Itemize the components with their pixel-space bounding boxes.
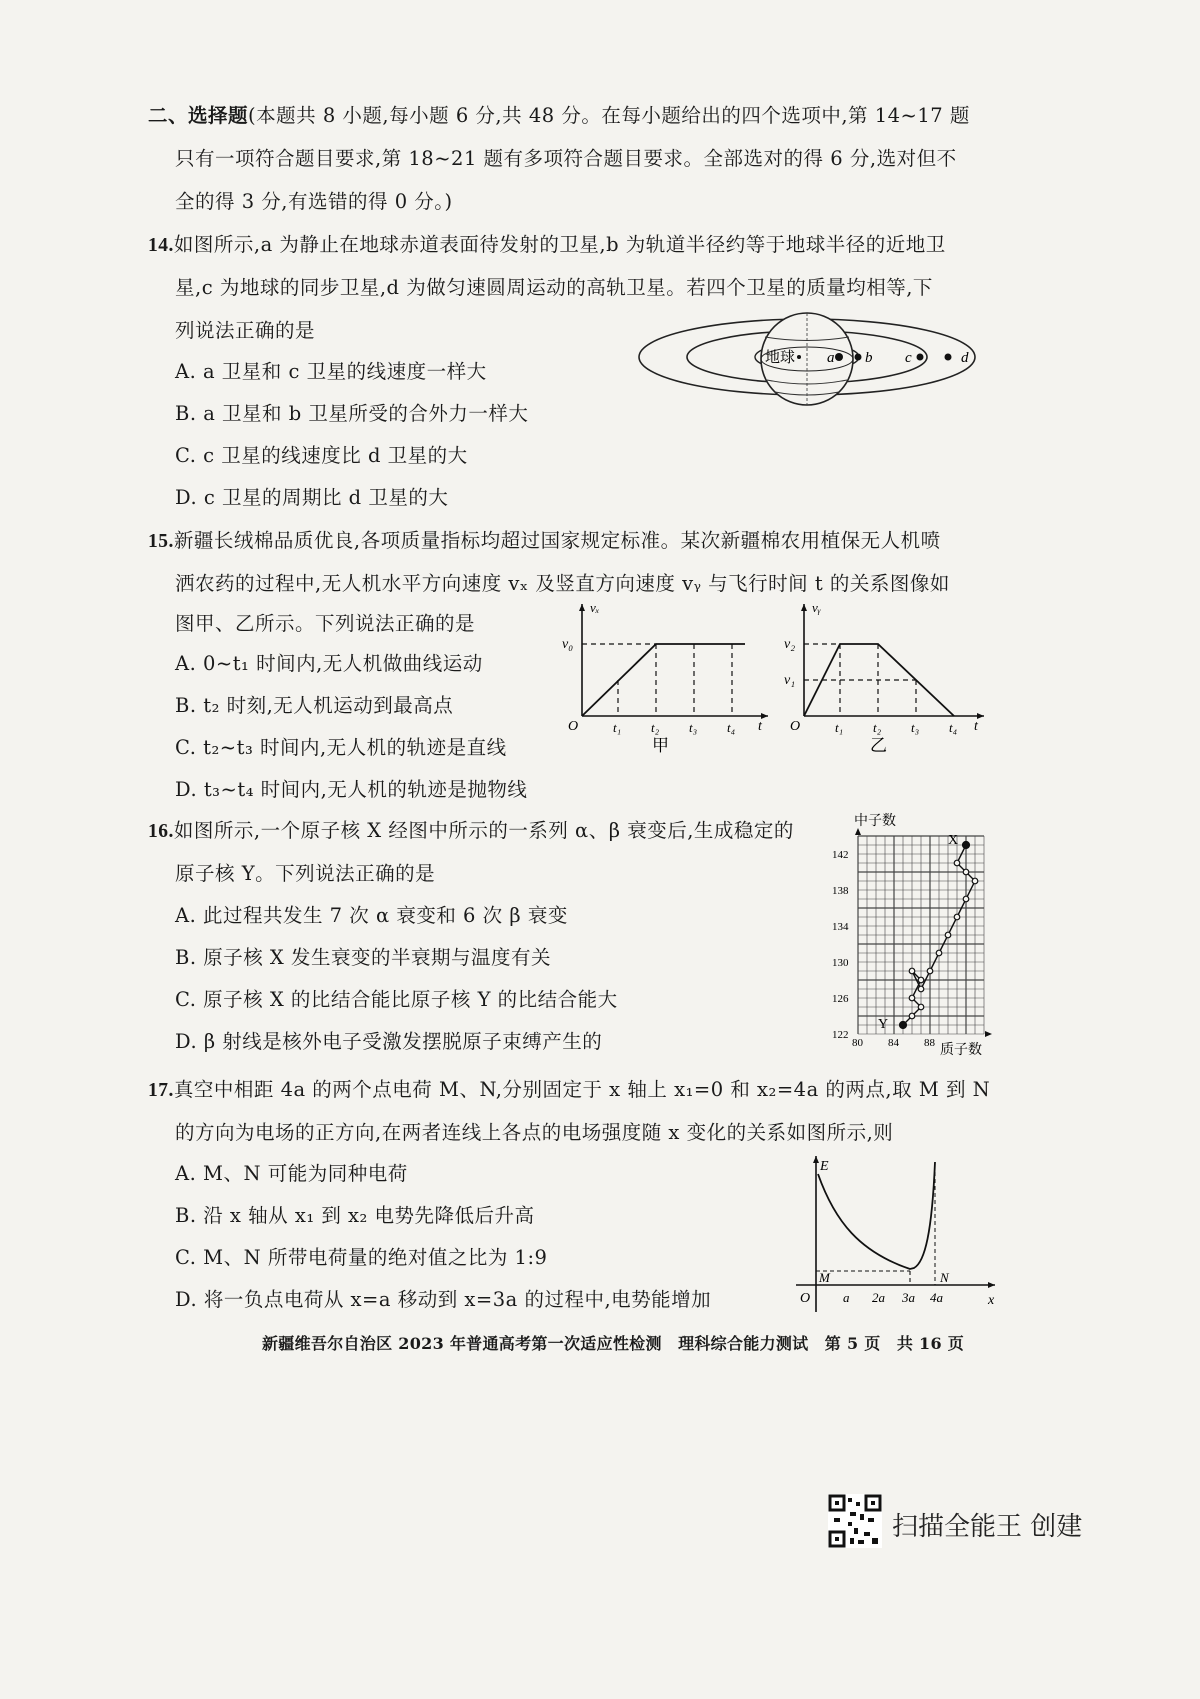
q17-option-c[interactable]: C. M、N 所带电荷量的绝对值之比为 1:9 — [175, 1246, 548, 1269]
q15-graph-yi — [782, 598, 992, 758]
q16-number: 16. — [148, 821, 174, 842]
jia-ytick-v0: v₀ — [562, 637, 574, 652]
jia-xtick-t4: t₄ — [727, 720, 736, 735]
yi-ytick-v1: v₁ — [784, 673, 796, 688]
section-instruction-1: (本题共 8 小题,每小题 6 分,共 48 分。在每小题给出的四个选项中,第 14~17 题 — [248, 104, 970, 127]
satellite-b-label: b — [865, 350, 873, 366]
q16-decay-graph — [828, 810, 998, 1060]
q17-stem-line1 — [148, 1074, 990, 1102]
q14-stem-1: 如图所示,a 为静止在地球赤道表面待发射的卫星,b 为轨道半径约等于地球半径的近地卫 — [173, 233, 946, 256]
jia-xtick-t1: t₁ — [613, 720, 622, 735]
q14-option-c[interactable]: C. c 卫星的线速度比 d 卫星的大 — [175, 444, 468, 467]
decay-step-point — [954, 860, 960, 866]
jia-xtick-t3: t₃ — [689, 720, 698, 735]
decay-xtick-84: 84 — [888, 1037, 899, 1049]
q15-stem-1: 新疆长绒棉品质优良,各项质量指标均超过国家规定标准。某次新疆棉农用植保无人机喷 — [173, 529, 941, 552]
q15-option-a[interactable]: A. 0~t₁ 时间内,无人机做曲线运动 — [175, 652, 483, 675]
q15-stem-line2: 洒农药的过程中,无人机水平方向速度 vₓ 及竖直方向速度 vᵧ 与飞行时间 t 的关系图像如 — [175, 572, 950, 595]
yi-xtick-t4: t₄ — [949, 720, 958, 735]
decay-step-point — [909, 995, 915, 1001]
section-instruction-3: 全的得 3 分,有选错的得 0 分。) — [175, 190, 453, 213]
jia-xlabel: t — [758, 719, 762, 734]
page-footer: 新疆维吾尔自治区 2023 年普通高考第一次适应性检测 理科综合能力测试 第 5 页 共 16 页 — [262, 1334, 965, 1353]
decay-step-point — [936, 950, 942, 956]
yi-xlabel: t — [974, 719, 978, 734]
decay-end-label: Y — [878, 1017, 889, 1032]
decay-xlabel: 质子数 — [940, 1043, 982, 1058]
q16-stem-line1 — [148, 815, 794, 843]
q16-option-b[interactable]: B. 原子核 X 发生衰变的半衰期与温度有关 — [175, 946, 552, 969]
q14-stem-line3: 列说法正确的是 — [175, 319, 316, 342]
q16-stem-line2: 原子核 Y。下列说法正确的是 — [175, 862, 436, 885]
field-origin: O — [800, 1291, 811, 1306]
q16-option-a[interactable]: A. 此过程共发生 7 次 α 衰变和 6 次 β 衰变 — [175, 904, 568, 927]
decay-ytick-138: 138 — [832, 885, 849, 897]
q15-option-b[interactable]: B. t₂ 时刻,无人机运动到最高点 — [175, 694, 454, 717]
jia-vx-curve — [582, 644, 745, 716]
q16-option-d[interactable]: D. β 射线是核外电子受激发摆脱原子束缚产生的 — [175, 1030, 603, 1053]
satellite-c-label: c — [905, 350, 912, 366]
q14-stem-line2: 星,c 为地球的同步卫星,d 为做匀速圆周运动的高轨卫星。若四个卫星的质量均相等,下 — [175, 276, 933, 299]
satellite-b-dot — [855, 354, 862, 361]
decay-xtick-80: 80 — [852, 1037, 863, 1049]
satellite-d-dot — [945, 354, 952, 361]
decay-ytick-126: 126 — [832, 993, 849, 1005]
decay-xtick-88: 88 — [924, 1037, 935, 1049]
decay-ylabel: 中子数 — [854, 814, 896, 829]
decay-step-point — [963, 869, 969, 875]
q17-stem-line2: 的方向为电场的正方向,在两者连线上各点的电场强度随 x 变化的关系如图所示,则 — [175, 1121, 894, 1144]
decay-step-point — [909, 968, 915, 974]
field-ylabel: E — [820, 1159, 829, 1174]
q17-field-graph — [790, 1152, 1000, 1317]
q16-stem-1: 如图所示,一个原子核 X 经图中所示的一系列 α、β 衰变后,生成稳定的 — [173, 819, 794, 842]
yi-ytick-v2: v₂ — [784, 637, 796, 652]
satellite-c-dot — [917, 354, 924, 361]
q17-option-b[interactable]: B. 沿 x 轴从 x₁ 到 x₂ 电势先降低后升高 — [175, 1204, 535, 1227]
qr-code-icon — [828, 1494, 882, 1548]
decay-ytick-134: 134 — [832, 921, 849, 933]
yi-xtick-t3: t₃ — [911, 720, 920, 735]
yi-xtick-t2: t₂ — [873, 720, 882, 735]
decay-step-point — [918, 1004, 924, 1010]
field-xtick-a: a — [843, 1290, 850, 1305]
decay-step-point — [918, 977, 924, 983]
section-title: 二、选择题 — [148, 104, 249, 127]
yi-xtick-t1: t₁ — [835, 720, 844, 735]
q17-option-d[interactable]: D. 将一负点电荷从 x=a 移动到 x=3a 的过程中,电势能增加 — [175, 1288, 712, 1311]
decay-step-point — [945, 932, 951, 938]
decay-step-point — [909, 1013, 915, 1019]
yi-ylabel: vᵧ — [812, 600, 821, 615]
satellite-a-dot — [835, 353, 843, 361]
field-xtick-4a: 4a — [930, 1290, 943, 1305]
q15-stem-line3: 图甲、乙所示。下列说法正确的是 — [175, 612, 476, 635]
decay-ytick-130: 130 — [832, 957, 849, 969]
decay-start-label: X — [948, 833, 959, 848]
q15-option-d[interactable]: D. t₃~t₄ 时间内,无人机的轨迹是抛物线 — [175, 778, 528, 801]
jia-origin: O — [568, 719, 579, 734]
satellite-d-label: d — [961, 350, 969, 366]
q14-stem-line1 — [148, 229, 946, 257]
jia-ylabel: vₓ — [590, 600, 600, 615]
decay-step-point — [918, 986, 924, 992]
q17-option-a[interactable]: A. M、N 可能为同种电荷 — [175, 1162, 408, 1185]
decay-ytick-142: 142 — [832, 849, 849, 861]
section-header-line1 — [148, 100, 970, 128]
field-curve — [818, 1162, 935, 1269]
decay-step-point — [954, 914, 960, 920]
field-xtick-2a: 2a — [872, 1290, 885, 1305]
q15-graph-jia — [560, 598, 775, 758]
decay-step-point — [927, 968, 933, 974]
yi-origin: O — [790, 719, 801, 734]
decay-start-point — [963, 842, 970, 849]
q14-number: 14. — [148, 235, 174, 256]
decay-end-point — [900, 1022, 907, 1029]
q15-number: 15. — [148, 531, 174, 552]
decay-ytick-122: 122 — [832, 1029, 849, 1041]
earth-center-dot — [797, 355, 801, 359]
q17-number: 17. — [148, 1080, 174, 1101]
q15-stem-line1 — [148, 525, 941, 553]
scanner-watermark: 扫描全能王 创建 — [892, 1512, 1083, 1542]
jia-caption: 甲 — [652, 736, 669, 755]
field-point-n: N — [940, 1270, 949, 1285]
field-xlabel: x — [988, 1293, 995, 1308]
yi-caption: 乙 — [870, 736, 887, 755]
q14-option-d[interactable]: D. c 卫星的周期比 d 卫星的大 — [175, 486, 449, 509]
q17-stem-1: 真空中相距 4a 的两个点电荷 M、N,分别固定于 x 轴上 x₁=0 和 x₂=4a 的两点,取 M 到 N — [173, 1078, 991, 1101]
section-instruction-2: 只有一项符合题目要求,第 18~21 题有多项符合题目要求。全部选对的得 6 分,选对但不 — [175, 147, 957, 170]
earth-label: 地球 — [765, 350, 796, 366]
q15-option-c[interactable]: C. t₂~t₃ 时间内,无人机的轨迹是直线 — [175, 736, 507, 759]
q14-option-a[interactable]: A. a 卫星和 c 卫星的线速度一样大 — [175, 360, 487, 383]
q14-orbit-figure — [635, 312, 980, 412]
field-xtick-3a: 3a — [902, 1290, 915, 1305]
satellite-a-label: a — [827, 350, 835, 366]
decay-step-point — [972, 878, 978, 884]
q14-option-b[interactable]: B. a 卫星和 b 卫星所受的合外力一样大 — [175, 402, 529, 425]
decay-step-point — [963, 896, 969, 902]
q16-option-c[interactable]: C. 原子核 X 的比结合能比原子核 Y 的比结合能大 — [175, 988, 618, 1011]
field-point-m: M — [819, 1270, 830, 1285]
jia-xtick-t2: t₂ — [651, 720, 660, 735]
